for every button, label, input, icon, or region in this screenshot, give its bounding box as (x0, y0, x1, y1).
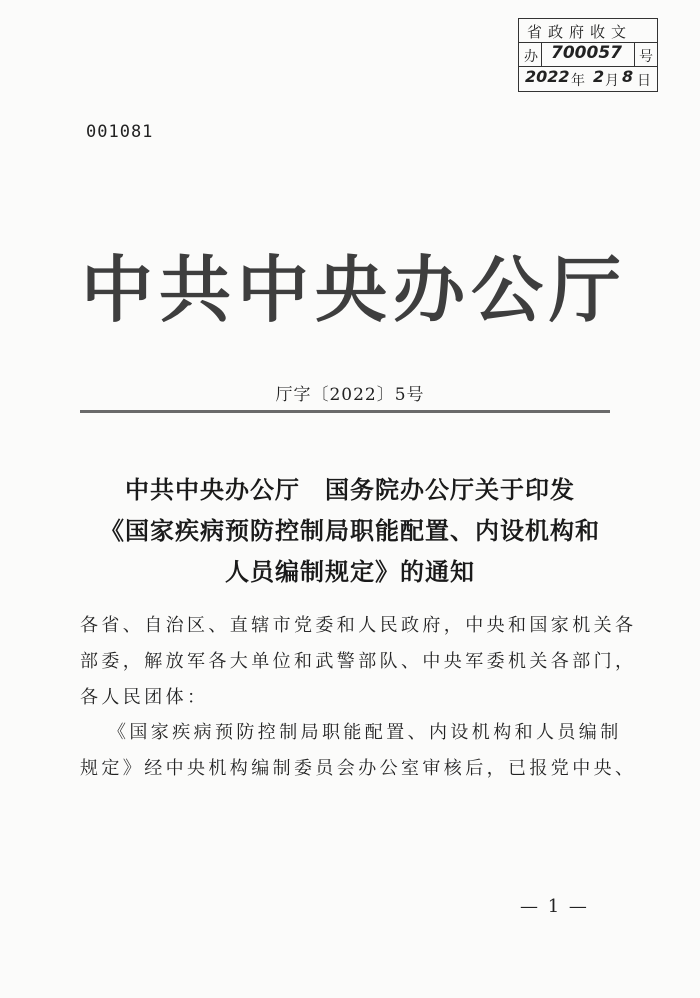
stamp-title-row (519, 19, 657, 43)
stamp-ban-label: 办 (524, 49, 538, 65)
stamp-month: 2 (593, 67, 605, 86)
stamp-nian-label: 年 (571, 73, 585, 89)
masthead-divider (80, 410, 610, 413)
stamp-day: 8 (622, 67, 634, 86)
stamp-hao-label: 号 (639, 49, 653, 65)
document-title-line-1: 中共中央办公厅 国务院办公厅关于印发 (125, 476, 575, 504)
document-number: 厅字〔2022〕5号 (275, 385, 425, 405)
body-text-line: 《国家疾病预防控制局职能配置、内设机构和人员编制 (108, 722, 622, 743)
stamp-title: 省政府收文 (527, 23, 633, 41)
body-text-line: 各人民团体： (80, 687, 209, 708)
stamp-ri-label: 日 (637, 73, 651, 89)
stamp-date-row (519, 67, 657, 91)
stamp-receipt-number: 700057 (551, 43, 622, 63)
page-number: — 1 — (520, 896, 589, 917)
stamp-yue-label: 月 (605, 73, 619, 89)
stamp-number-row (519, 43, 657, 67)
serial-number: 001081 (86, 122, 154, 142)
document-title-line-2: 《国家疾病预防控制局职能配置、内设机构和 (100, 517, 600, 545)
body-text-line: 各省、自治区、直辖市党委和人民政府，中央和国家机关各 (80, 615, 637, 636)
stamp-divider (634, 43, 635, 67)
body-text-line: 部委，解放军各大单位和武警部队、中央军委机关各部门， (80, 651, 637, 672)
stamp-year: 2022 (525, 67, 570, 86)
stamp-divider (541, 43, 542, 67)
receipt-stamp (518, 18, 658, 92)
document-title-line-3: 人员编制规定》的通知 (225, 558, 475, 586)
body-text-line: 规定》经中央机构编制委员会办公室审核后，已报党中央、 (80, 758, 637, 779)
masthead: 中共中央办公厅 (80, 248, 627, 332)
